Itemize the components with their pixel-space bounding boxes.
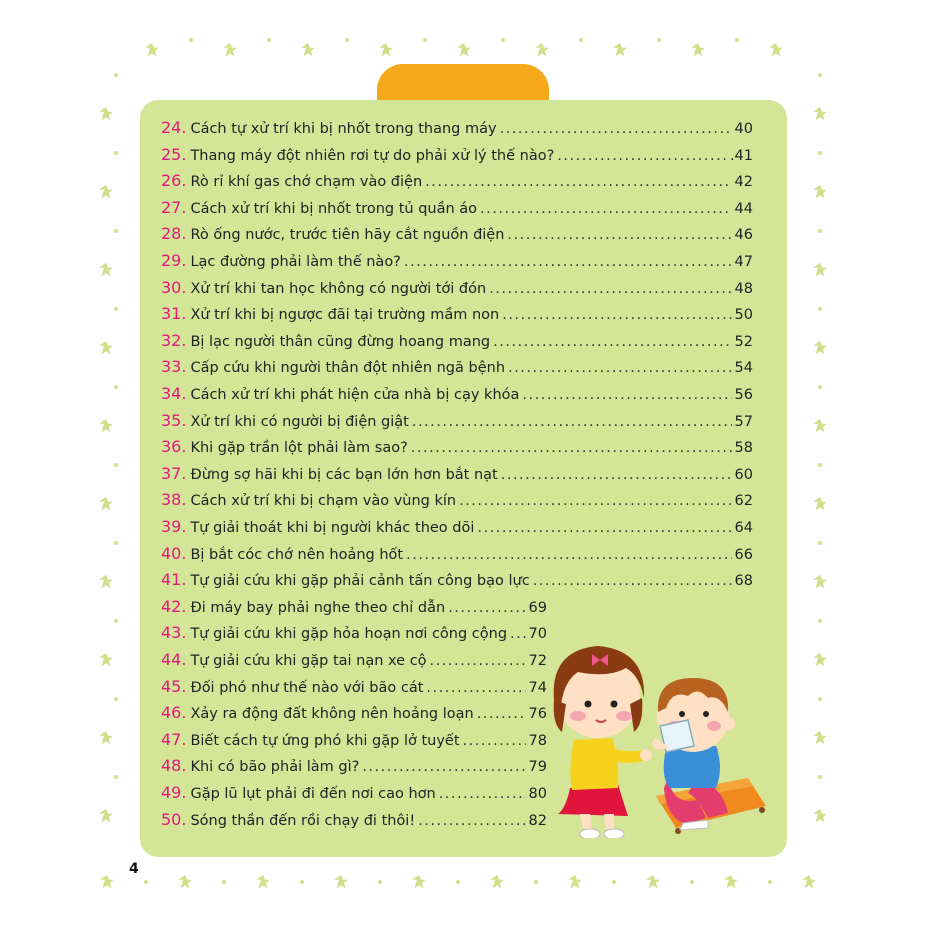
dot-leader	[502, 307, 731, 323]
dot-icon	[818, 541, 822, 545]
star-icon	[646, 875, 660, 889]
dot-icon	[818, 385, 822, 389]
dot-icon	[818, 775, 822, 779]
dot-icon	[818, 307, 822, 311]
dot-icon	[818, 697, 822, 701]
star-icon	[99, 263, 113, 277]
dot-icon	[818, 151, 822, 155]
dot-icon	[768, 880, 772, 884]
dot-icon	[423, 38, 427, 42]
toc-entry[interactable]	[161, 597, 547, 623]
entry-page: 47	[734, 254, 753, 270]
entry-number: 24.	[161, 118, 187, 137]
dot-leader	[439, 786, 526, 802]
entry-title: Lạc đường phải làm thế nào?	[190, 254, 401, 270]
dot-leader	[507, 227, 731, 243]
entry-title: Xử trí khi tan học không có người tới đón	[190, 280, 487, 297]
dot-icon	[818, 229, 822, 233]
entry-page: 69	[528, 599, 547, 616]
toc-entry[interactable]	[161, 703, 547, 729]
entry-page: 76	[528, 706, 547, 723]
entry-title: Biết cách tự ứng phó khi gặp lở tuyết	[190, 732, 460, 749]
dot-leader	[510, 626, 526, 642]
star-icon	[99, 731, 113, 745]
entry-page: 70	[528, 626, 547, 643]
toc-entry[interactable]	[161, 437, 753, 463]
entry-title: Rò rỉ khí gas chớ chạm vào điện	[190, 174, 423, 191]
dot-icon	[378, 880, 382, 884]
dot-leader	[489, 281, 731, 297]
toc-entry[interactable]	[161, 730, 547, 756]
dot-icon	[114, 229, 118, 233]
toc-entry[interactable]	[161, 384, 753, 410]
toc-entry[interactable]	[161, 198, 753, 224]
entry-number: 48.	[161, 756, 187, 776]
star-icon	[99, 107, 113, 121]
star-icon	[813, 419, 827, 433]
entry-page: 54	[734, 360, 753, 377]
toc-entry[interactable]	[161, 650, 547, 676]
entry-number: 38.	[161, 490, 187, 510]
toc-entry[interactable]	[161, 118, 753, 144]
entry-number: 31.	[161, 304, 187, 324]
entry-number: 33.	[161, 357, 187, 377]
entry-number: 43.	[161, 623, 187, 643]
star-icon	[99, 653, 113, 667]
dot-leader	[404, 254, 732, 270]
star-icon	[334, 875, 348, 889]
entry-title: Khi gặp trần lột phải làm sao?	[190, 440, 408, 457]
entry-title: Bị bắt cóc chớ nên hoảng hốt	[190, 546, 404, 563]
entry-number: 26.	[161, 171, 187, 191]
star-icon	[223, 43, 237, 57]
toc-entry[interactable]	[161, 677, 547, 703]
star-icon	[99, 341, 113, 355]
dot-icon	[456, 880, 460, 884]
star-icon	[813, 575, 827, 589]
dot-leader	[406, 547, 731, 563]
dot-leader	[459, 493, 731, 509]
entry-title: Cách xử trí khi bị nhốt trong tủ quần áo	[190, 200, 478, 217]
dot-icon	[189, 38, 193, 42]
dot-icon	[114, 307, 118, 311]
star-icon	[301, 43, 315, 57]
toc-entry[interactable]	[161, 304, 753, 330]
star-icon	[457, 43, 471, 57]
star-icon	[379, 43, 393, 57]
entry-title: Sóng thần đến rồi chạy đi thôi!	[190, 812, 416, 829]
star-icon	[178, 875, 192, 889]
dot-leader	[500, 121, 732, 137]
dot-icon	[612, 880, 616, 884]
star-icon	[99, 419, 113, 433]
star-icon	[813, 341, 827, 355]
toc-entry[interactable]	[161, 623, 547, 649]
entry-number: 45.	[161, 676, 187, 696]
entry-page: 82	[528, 812, 547, 829]
dot-icon	[501, 38, 505, 42]
entry-page: 46	[734, 227, 753, 244]
dot-leader	[418, 813, 525, 829]
dot-icon	[144, 880, 148, 884]
entry-title: Tự giải thoát khi bị người khác theo dõi	[190, 520, 475, 536]
star-icon	[99, 185, 113, 199]
entry-number: 32.	[161, 330, 187, 350]
toc-entry[interactable]	[161, 331, 753, 357]
entry-title: Đừng sợ hãi khi bị các bạn lớn hơn bắt nạt	[190, 466, 498, 483]
dot-icon	[114, 619, 118, 623]
dot-leader	[533, 573, 732, 589]
star-icon	[813, 731, 827, 745]
star-icon	[145, 43, 159, 57]
star-icon	[769, 43, 783, 57]
entry-page: .41	[729, 147, 753, 164]
dot-icon	[735, 38, 739, 42]
entry-title: Thang máy đột nhiên rơi tự do phải xử lý thế nào?	[190, 147, 555, 164]
entry-page: 48	[734, 280, 753, 297]
dot-icon	[114, 697, 118, 701]
entry-title: Đi máy bay phải nghe theo chỉ dẫn	[190, 599, 446, 616]
dot-icon	[114, 385, 118, 389]
dot-icon	[534, 880, 538, 884]
entry-title: Bị lạc người thân cũng đừng hoang mang	[190, 333, 491, 350]
entry-title: Cấp cứu khi người thân đột nhiên ngã bệnh	[190, 360, 506, 377]
star-icon	[802, 875, 816, 889]
toc-entry[interactable]	[161, 278, 753, 304]
entry-title: Khi có bão phải làm gì?	[190, 759, 360, 776]
entry-page: 50	[734, 307, 753, 324]
entry-title: Cách tự xử trí khi bị nhốt trong thang máy	[190, 121, 497, 137]
dot-leader	[426, 680, 525, 696]
entry-title: Xử trí khi bị ngược đãi tại trường mầm non	[190, 307, 500, 324]
dot-icon	[114, 775, 118, 779]
entry-page: 62	[734, 493, 753, 510]
star-icon	[724, 875, 738, 889]
dot-leader	[425, 174, 731, 190]
entry-number: 30.	[161, 277, 187, 297]
dot-leader	[508, 360, 732, 376]
entry-page: 42	[734, 174, 753, 191]
dot-leader	[448, 600, 525, 616]
entry-page: 79	[528, 759, 547, 776]
dot-icon	[222, 880, 226, 884]
star-icon	[535, 43, 549, 57]
toc-entry[interactable]	[161, 810, 547, 836]
entry-number: 37.	[161, 463, 187, 483]
entry-number: 40.	[161, 543, 187, 563]
dot-icon	[579, 38, 583, 42]
entry-title: Gặp lũ lụt phải đi đến nơi cao hơn	[190, 786, 436, 802]
entry-page: 66	[734, 546, 753, 563]
entry-title: Đối phó như thế nào với bão cát	[190, 679, 424, 696]
toc-entry[interactable]	[161, 251, 753, 277]
star-icon	[813, 809, 827, 823]
dot-leader	[480, 201, 732, 217]
toc-entry[interactable]	[161, 570, 753, 596]
entry-number: 47.	[161, 729, 187, 749]
toc-entry[interactable]	[161, 171, 753, 197]
entry-number: 42.	[161, 596, 187, 616]
star-icon	[613, 43, 627, 57]
star-icon	[813, 107, 827, 121]
star-icon	[813, 185, 827, 199]
toc-entry[interactable]	[161, 464, 753, 490]
dot-icon	[114, 151, 118, 155]
toc-entry[interactable]	[161, 490, 753, 516]
entry-number: 46.	[161, 703, 187, 723]
toc-entry[interactable]	[161, 783, 547, 809]
entry-title: Cách xử trí khi bị chạm vào vùng kín	[190, 493, 457, 510]
dot-icon	[690, 880, 694, 884]
star-icon	[256, 875, 270, 889]
entry-title: Cách xử trí khi phát hiện cửa nhà bị cạy khóa	[190, 387, 520, 403]
entry-title: Xảy ra động đất không nên hoảng loạn	[190, 706, 474, 723]
entry-page: 44	[734, 200, 753, 217]
dot-icon	[114, 463, 118, 467]
dot-leader	[557, 148, 727, 164]
toc-entry[interactable]	[161, 411, 753, 437]
dot-icon	[267, 38, 271, 42]
entry-title: Tự giải cứu khi gặp hỏa hoạn nơi công cộng	[190, 626, 508, 643]
entry-number: 44.	[161, 650, 187, 669]
star-icon	[813, 263, 827, 277]
entry-title: Xử trí khi có người bị điện giật	[190, 413, 409, 430]
toc-entry[interactable]	[161, 544, 753, 570]
star-icon	[568, 875, 582, 889]
entry-page: 68	[734, 573, 753, 590]
entry-page: 58	[734, 440, 753, 457]
dot-icon	[818, 619, 822, 623]
star-icon	[412, 875, 426, 889]
star-icon	[691, 43, 705, 57]
entry-page: 57	[734, 413, 753, 430]
entry-number: 28.	[161, 224, 187, 244]
entry-page: 52	[734, 333, 753, 350]
star-icon	[100, 875, 114, 889]
toc-entry[interactable]	[161, 756, 547, 782]
dot-leader	[411, 440, 732, 456]
dot-leader	[430, 653, 526, 669]
toc-entry[interactable]	[161, 145, 753, 171]
entry-number: 35.	[161, 410, 187, 430]
girl-figure	[554, 646, 652, 838]
entry-page: 78	[528, 732, 547, 749]
entry-title: Tự giải cứu khi gặp tai nạn xe cộ	[190, 653, 427, 669]
entry-number: 29.	[161, 251, 187, 270]
entry-number: 41.	[161, 570, 187, 590]
dot-icon	[818, 73, 822, 77]
star-icon	[99, 497, 113, 511]
entry-page: 74	[528, 679, 547, 696]
dot-leader	[477, 520, 731, 536]
dot-leader	[522, 387, 731, 403]
dot-leader	[501, 467, 732, 483]
children-illustration	[548, 628, 778, 838]
dot-leader	[493, 334, 731, 350]
dot-leader	[463, 733, 526, 749]
dot-leader	[362, 759, 525, 775]
entry-page: 80	[528, 786, 547, 802]
star-icon	[813, 497, 827, 511]
toc-entry[interactable]	[161, 224, 753, 250]
dot-icon	[300, 880, 304, 884]
dot-icon	[818, 463, 822, 467]
entry-number: 49.	[161, 783, 187, 802]
toc-entry[interactable]	[161, 357, 753, 383]
dot-icon	[345, 38, 349, 42]
entry-page: 64	[734, 520, 753, 536]
dot-leader	[412, 414, 732, 430]
entry-number: 36.	[161, 437, 187, 457]
entry-page: 40	[734, 121, 753, 137]
dot-icon	[114, 73, 118, 77]
entry-page: 60	[734, 466, 753, 483]
star-icon	[813, 653, 827, 667]
entry-number: 39.	[161, 517, 187, 536]
dot-icon	[114, 541, 118, 545]
toc-entry[interactable]	[161, 517, 753, 543]
star-icon	[490, 875, 504, 889]
star-icon	[99, 575, 113, 589]
entry-page: 72	[528, 653, 547, 669]
entry-number: 34.	[161, 384, 187, 403]
entry-number: 50.	[161, 809, 187, 829]
entry-number: 27.	[161, 197, 187, 217]
dot-leader	[477, 706, 526, 722]
entry-page: 56	[734, 387, 753, 403]
entry-title: Rò ống nước, trước tiên hãy cắt nguồn điện	[190, 227, 505, 244]
star-icon	[99, 809, 113, 823]
dot-icon	[657, 38, 661, 42]
entry-title: Tự giải cứu khi gặp phải cảnh tấn công bạo lực	[190, 573, 530, 590]
page-number: 4	[129, 861, 139, 877]
entry-number: 25.	[161, 144, 187, 164]
